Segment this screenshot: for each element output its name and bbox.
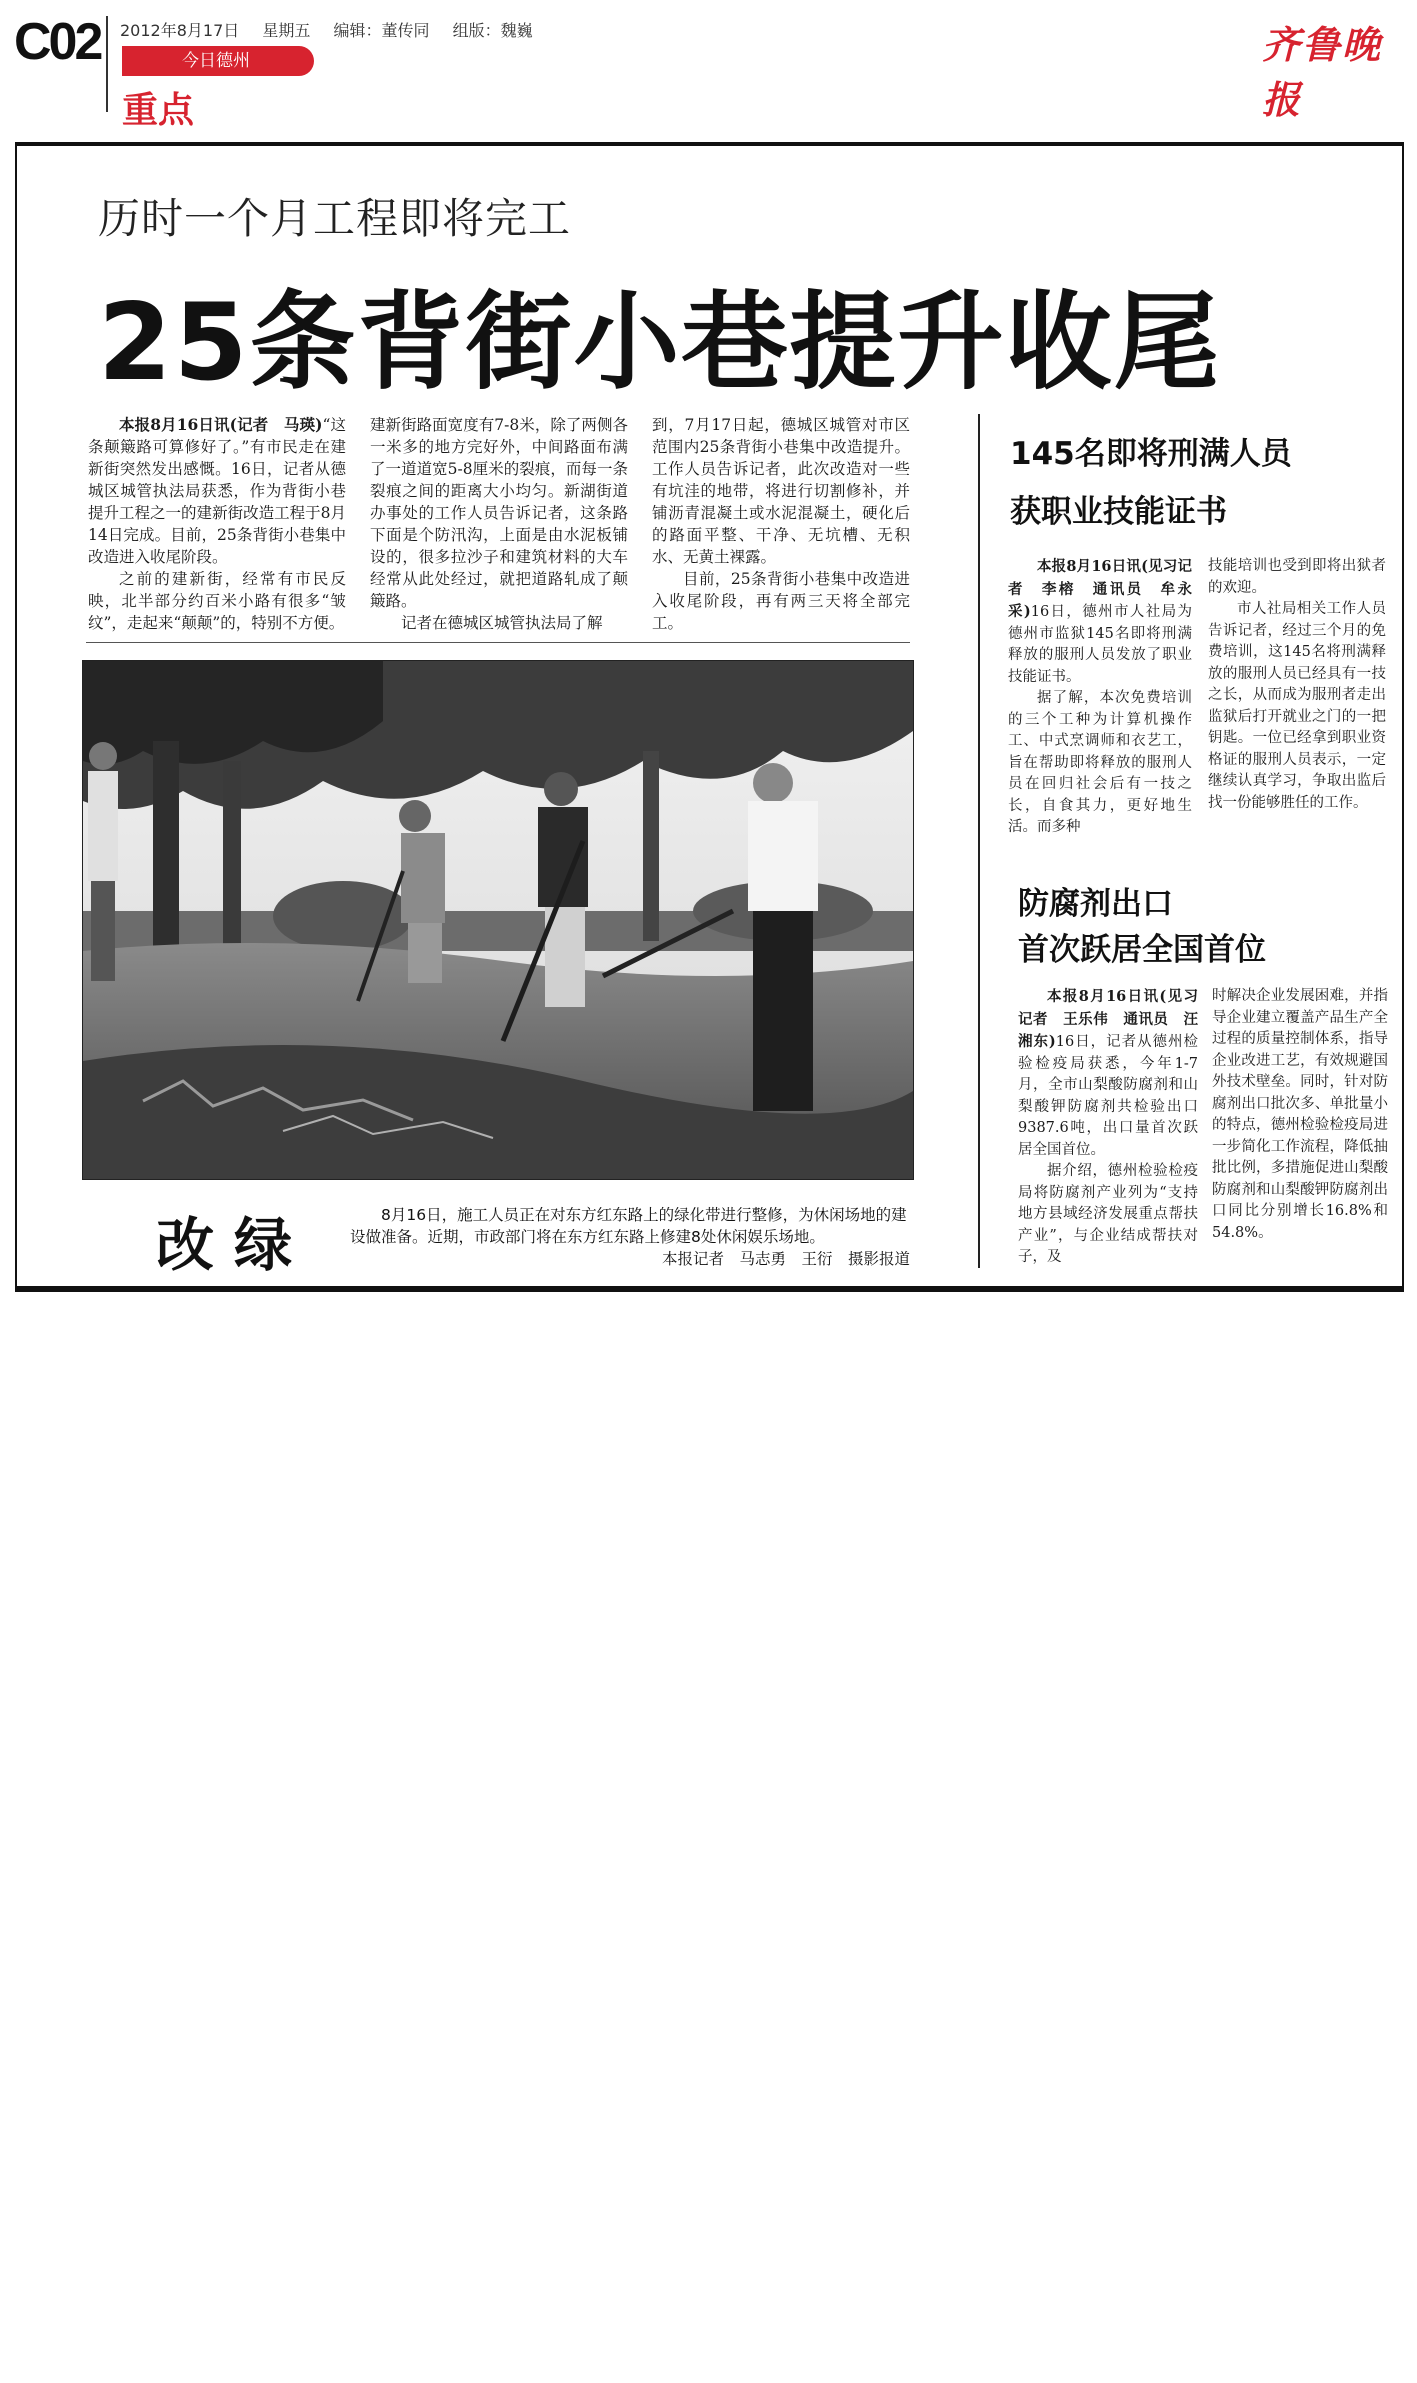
paragraph: 据了解，本次免费培训的三个工种为计算机操作工、中式烹调师和衣艺工，旨在帮助即将释放的服刑人员在回归社会后有一技之长，自食其力，更好地生活。而多种 <box>1008 690 1192 835</box>
side-headline-1-line-2: 获职业技能证书 <box>1010 494 1227 530</box>
side-headline-2-line-2: 首次跃居全国首位 <box>1018 932 1266 968</box>
dateline: 本报8月16日讯(见习记者 李榕 通讯员 牟永采) <box>1008 558 1192 620</box>
dateline: 本报8月16日讯(记者 马瑛) <box>119 415 323 434</box>
photo-title: 改绿 <box>156 1211 313 1279</box>
side-article-2-column-2 <box>1212 986 1388 1244</box>
main-article-column-1 <box>88 414 346 634</box>
paragraph: 到，7月17日起，德城区城管对市区范围内25条背街小巷集中改造提升。工作人员告诉记者，此次改造对一些有坑洼的地带，将进行切割修补，并铺沥青混凝土或水泥混凝土，硬化后的路面平整、干净、无坑槽、无积水、无黄土裸露。 <box>652 416 910 566</box>
paragraph: 之前的建新街，经常有市民反映，北半部分约百米小路有很多“皱纹”，走起来“颠颠”的，特别不方便。 <box>88 570 346 632</box>
paragraph-text: “这条颠簸路可算修好了。”有市民走在建新街突然发出感慨。16日，记者从德城区城管执法局获悉，作为背街小巷提升工程之一的建新街改造工程于8月14日完成。目前，25条背街小巷集中改造进入收尾阶段。 <box>88 416 346 566</box>
column-divider <box>978 414 980 1268</box>
main-article-column-3 <box>652 414 910 634</box>
paragraph: 目前，25条背街小巷集中改造进入收尾阶段，再有两三天将全部完工。 <box>652 570 910 632</box>
page-number: C02 <box>14 13 101 71</box>
photo-credit: 本报记者 马志勇 王衍 摄影报道 <box>661 1250 910 1268</box>
side-headline-2-line-1: 防腐剂出口 <box>1018 886 1173 922</box>
main-headline: 25条背街小巷提升收尾 <box>98 281 1222 404</box>
issue-weekday: 星期五 <box>262 21 311 40</box>
side-headline-1-line-1: 145名即将刑满人员 <box>1010 436 1292 472</box>
editor-credit: 编辑：董传同 <box>333 21 430 40</box>
paragraph: 记者在德城区城管执法局了解 <box>401 614 603 632</box>
photo-caption <box>350 1204 910 1270</box>
news-photo-workers-greening <box>82 660 914 1180</box>
masthead-divider <box>106 16 108 112</box>
side-article-2-column-1 <box>1018 986 1198 1269</box>
paragraph <box>88 414 346 568</box>
paragraph: 市人社局相关工作人员告诉记者，经过三个月的免费培训，这145名将刑满释放的服刑人员已经具有一技之长，从而成为服刑者走出监狱后打开就业之门的一把钥匙。一位已经拿到职业资格证的服刑人员表示，一定继续认真学习，争取出监后找一份能够胜任的工作。 <box>1208 601 1386 811</box>
side-article-1-column-1 <box>1008 556 1192 839</box>
paragraph: 据介绍，德州检验检疫局将防腐剂产业列为“支持地方县域经济发展重点帮扶产业”，与企业结成帮扶对子，及 <box>1018 1163 1198 1265</box>
layout-credit: 组版：魏巍 <box>452 21 533 40</box>
paragraph-text: 16日，记者从德州检验检疫局获悉，今年1-7月，全市山梨酸防腐剂和山梨酸钾防腐剂共检验出口9387.6吨，出口量首次跃居全国首位。 <box>1018 1034 1198 1158</box>
dateline: 本报8月16日讯(见习记者 王乐伟 通讯员 汪湘东) <box>1018 988 1198 1050</box>
newspaper-brand-logo: 齐鲁晚报 <box>1262 22 1383 122</box>
paragraph: 建新街路面宽度有7-8米，除了两侧各一米多的地方完好外，中间路面布满了一道道宽5-8厘米的裂痕，而每一条裂痕之间的距离大小均匀。新湖街道办事处的工作人员告诉记者，这条路下面是个防汛沟，上面是由水泥板铺设的，很多拉沙子和建筑材料的大车经常从此处经过，就把道路轧成了颠簸路。 <box>370 416 628 610</box>
paragraph <box>1008 556 1192 688</box>
article-divider <box>86 642 910 643</box>
paragraph: 技能培训也受到即将出狱者的欢迎。 <box>1208 558 1386 596</box>
main-kicker: 历时一个月工程即将完工 <box>98 194 572 243</box>
section-tag: 今日德州 <box>122 46 314 76</box>
paragraph <box>1018 986 1198 1161</box>
issue-date: 2012年8月17日 <box>120 21 240 40</box>
side-article-1-column-2 <box>1208 556 1386 814</box>
caption-text: 8月16日，施工人员正在对东方红东路上的绿化带进行整修，为休闲场地的建设做准备。近期，市政部门将在东方红东路上修建8处休闲娱乐场地。 <box>350 1206 907 1246</box>
issue-meta <box>120 18 551 41</box>
main-article-column-2 <box>370 414 628 634</box>
section-title: 重点 <box>122 90 195 131</box>
paragraph: 时解决企业发展困难，并指导企业建立覆盖产品生产全过程的质量控制体系，指导企业改进工艺，有效规避国外技术壁垒。同时，针对防腐剂出口批次多、单批量小的特点，德州检验检疫局进一步简化工作流程，降低抽批比例，多措施促进山梨酸防腐剂和山梨酸钾防腐剂出口同比分别增长16.8%和54.8%。 <box>1212 988 1388 1241</box>
paragraph-text: 16日，德州市人社局为德州市监狱145名即将刑满释放的服刑人员发放了职业技能证书。 <box>1008 604 1192 685</box>
